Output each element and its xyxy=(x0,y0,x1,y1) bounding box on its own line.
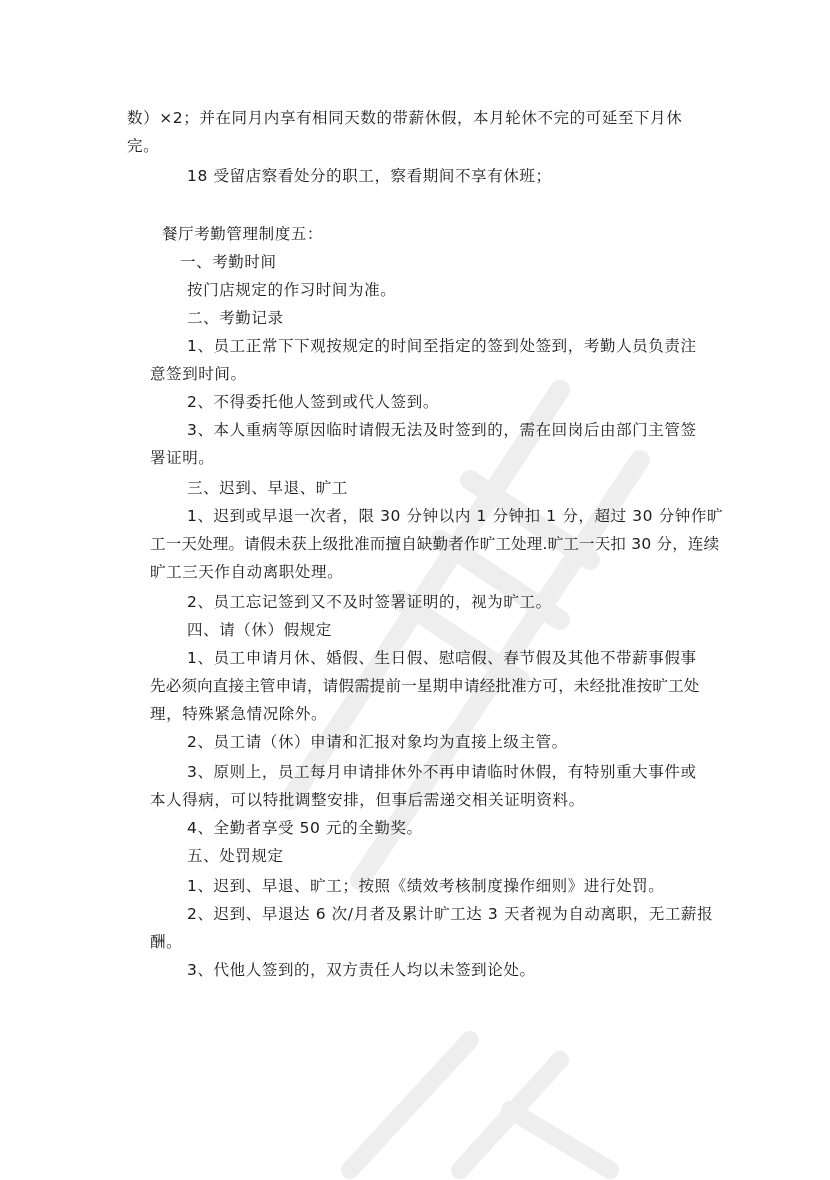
text-line: 署证明。 xyxy=(150,449,215,467)
text-line: 2、员工请（休）申请和汇报对象均为直接上级主管。 xyxy=(187,733,568,751)
text-line: 4、全勤者享受 50 元的全勤奖。 xyxy=(187,819,423,837)
text-line: 1、员工申请月休、婚假、生日假、慰唁假、春节假及其他不带薪事假事 xyxy=(187,649,697,667)
text-line: 本人得病，可以特批调整安排，但事后需递交相关证明资料。 xyxy=(150,791,585,809)
text-line: 理，特殊紧急情况除外。 xyxy=(150,705,328,723)
text-line: 2、员工忘记签到又不及时签署证明的，视为旷工。 xyxy=(187,593,552,611)
text-line: 旷工三天作自动离职处理。 xyxy=(150,563,344,581)
section-heading: 一、考勤时间 xyxy=(180,253,277,271)
text-line: 1、迟到、早退、旷工；按照《绩效考核制度操作细则》进行处罚。 xyxy=(187,877,665,895)
text-line: 2、迟到、早退达 6 次/月者及累计旷工达 3 天者视为自动离职，无工薪报 xyxy=(187,905,714,923)
text-line: 工一天处理。请假未获上级批准而擅自缺勤者作旷工处理.旷工一天扣 30 分，连续 xyxy=(150,535,720,553)
text-line: 3、代他人签到的，双方责任人均以未签到论处。 xyxy=(187,961,536,979)
text-line: 3、原则上，员工每月申请排休外不再申请临时休假，有特别重大事件或 xyxy=(187,763,697,781)
text-line: 1、迟到或早退一次者，限 30 分钟以内 1 分钟扣 1 分，超过 30 分钟作旷 xyxy=(187,507,724,525)
text-line: 18 受留店察看处分的职工，察看期间不享有休班； xyxy=(187,167,552,185)
text-line: 完。 xyxy=(127,137,160,155)
text-line: 3、本人重病等原因临时请假无法及时签到的，需在回岗后由部门主管签 xyxy=(187,421,697,439)
text-line: 数）×2；并在同月内享有相同天数的带薪休假，本月轮休不完的可延至下月休 xyxy=(127,109,683,127)
text-line: 酬。 xyxy=(150,933,183,951)
text-line: 1、员工正常下下观按规定的时间至指定的签到处签到，考勤人员负责注 xyxy=(187,337,697,355)
text-line: 先必须向直接主管申请，请假需提前一星期申请经批准方可，未经批准按旷工处 xyxy=(150,677,700,695)
text-line: 意签到时间。 xyxy=(150,365,247,383)
text-line: 2、不得委托他人签到或代人签到。 xyxy=(187,393,439,411)
section-title: 餐厅考勤管理制度五： xyxy=(162,225,324,243)
section-heading: 二、考勤记录 xyxy=(187,309,284,327)
section-heading: 三、迟到、早退、旷工 xyxy=(187,479,349,497)
section-heading: 四、请（休）假规定 xyxy=(187,621,332,639)
text-line: 按门店规定的作习时间为准。 xyxy=(187,281,397,299)
section-heading: 五、处罚规定 xyxy=(187,847,284,865)
